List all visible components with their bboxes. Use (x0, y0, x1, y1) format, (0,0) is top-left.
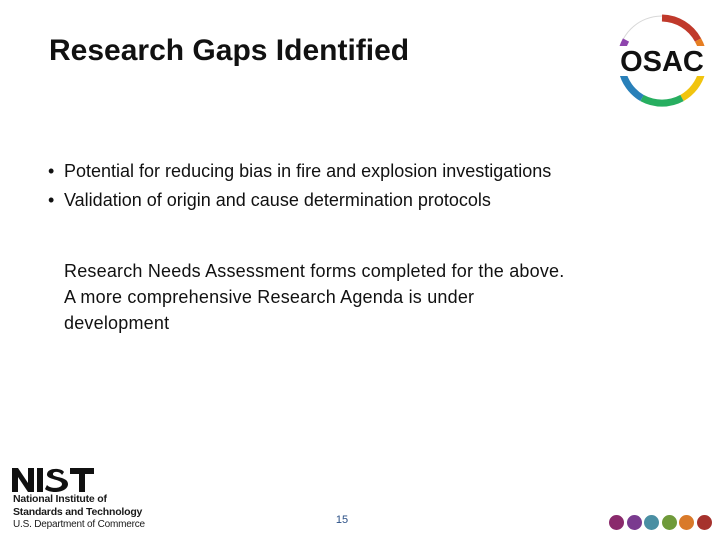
bullet-dot: • (48, 161, 55, 181)
bullet-list (48, 157, 551, 215)
bullet-text: Potential for reducing bias in fire and explosion investigations (64, 161, 552, 181)
summary-paragraph (64, 258, 664, 336)
osac-wordmark: OSAC (620, 46, 704, 78)
bullet-item (48, 186, 551, 215)
footer-dot (627, 515, 642, 530)
paragraph-line: Research Needs Assessment forms completed for the above. (64, 261, 565, 281)
osac-ring-red (662, 18, 698, 40)
slide-title: Research Gaps Identified (49, 34, 410, 67)
bullet-text: Validation of origin and cause determination protocols (64, 190, 491, 210)
bullet-item (48, 157, 551, 186)
nist-wordmark-icon (12, 466, 96, 492)
footer-dot (697, 515, 712, 530)
bullet-dot: • (48, 190, 55, 210)
nist-line-1: National Institute of (13, 493, 107, 505)
page-number: 15 (335, 514, 349, 526)
footer-dot (644, 515, 659, 530)
osac-ring-green (642, 98, 682, 103)
footer-dot (609, 515, 624, 530)
nist-line-3: U.S. Department of Commerce (13, 519, 145, 530)
nist-logo (12, 466, 172, 532)
footer-dot (679, 515, 694, 530)
paragraph-line: development (64, 313, 170, 333)
osac-logo (612, 10, 712, 110)
footer-dot (662, 515, 677, 530)
nist-line-2: Standards and Technology (13, 506, 143, 518)
paragraph-line: A more comprehensive Research Agenda is under (64, 287, 475, 307)
